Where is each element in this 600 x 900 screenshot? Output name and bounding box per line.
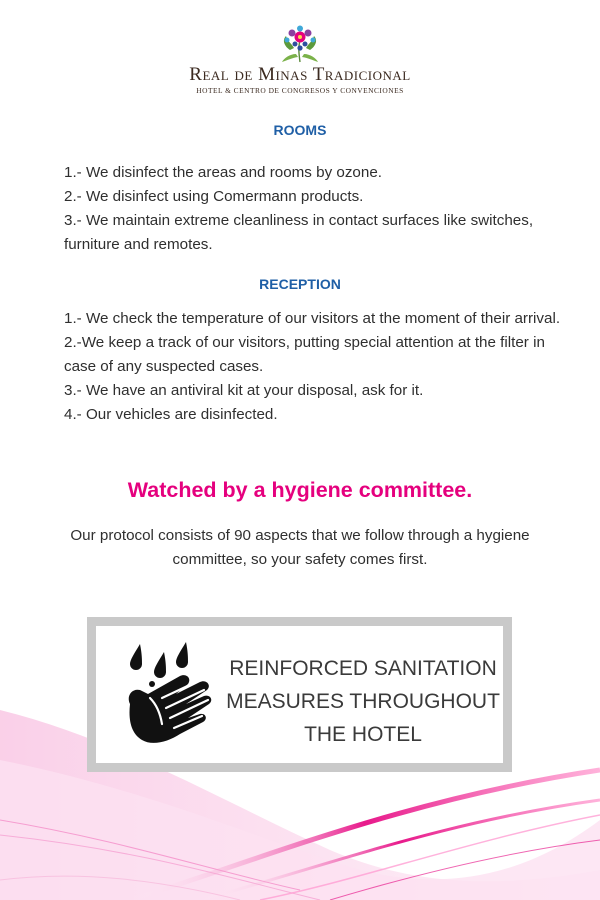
- list-item: 3.- We have an antiviral kit at your disposal, ask for it.: [64, 382, 424, 399]
- brand-name: Real de Minas Tradicional: [189, 64, 411, 85]
- brand-tagline: HOTEL & CENTRO DE CONGRESOS Y CONVENCIONES: [196, 86, 404, 95]
- protocol-text: Our protocol consists of 90 aspects that we follow through a hygiene committee, so your safety comes first.: [70, 527, 530, 568]
- hand-washing-icon: [120, 642, 220, 752]
- list-item: 4.- Our vehicles are disinfected.: [64, 406, 278, 423]
- committee-headline: Watched by a hygiene committee.: [127, 478, 473, 502]
- flower-emblem-icon: [276, 24, 324, 64]
- sanitation-banner: [87, 617, 512, 772]
- list-item: 1.- We disinfect the areas and rooms by ozone.: [64, 164, 382, 181]
- rooms-heading: ROOMS: [273, 122, 327, 138]
- list-item: 1.- We check the temperature of our visitors at the moment of their arrival.: [64, 310, 561, 327]
- rooms-list: [64, 161, 574, 257]
- list-item: 3.- We maintain extreme cleanliness in contact surfaces like switches, furniture and remotes.: [64, 212, 534, 253]
- hotel-logo: [0, 24, 600, 98]
- reception-list: [64, 307, 574, 427]
- list-item: 2.-We keep a track of our visitors, putting special attention at the filter in case of any suspected cases.: [64, 334, 545, 375]
- list-item: 2.- We disinfect using Comermann products.: [64, 188, 364, 205]
- banner-text: REINFORCED SANITATION MEASURES THROUGHOUT THE HOTEL: [226, 657, 500, 746]
- reception-heading: RECEPTION: [259, 276, 341, 292]
- banner-panel: [96, 626, 503, 763]
